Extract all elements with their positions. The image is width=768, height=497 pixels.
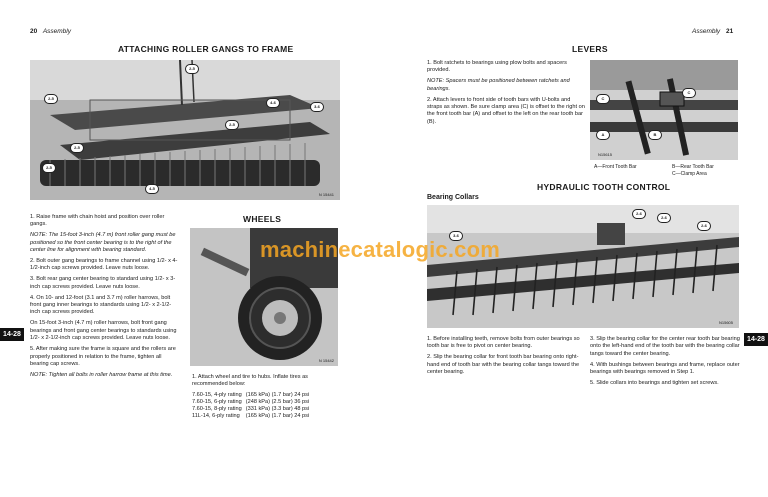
hydraulic-tooth-control-title: HYDRAULIC TOOTH CONTROL [537, 182, 671, 192]
tire-size: 11L-14, 6-ply rating [192, 413, 240, 420]
callout-label: 2-5 [44, 94, 58, 104]
tire-size: 7.60-15, 6-ply rating [192, 399, 242, 406]
lever-caption-a: A—Front Tooth Bar [594, 164, 637, 170]
callout-label: 2-5 [42, 163, 56, 173]
section-tab-right: 14-28 [744, 333, 768, 346]
step-text: 2. Attach levers to front side of tooth bars with U-bolts and straps as shown. Be sure clamp area (C) is offset to the right on the front tooth bar (A) and offset to the left on the rear tooth bar (B). [427, 96, 585, 125]
note-text: NOTE: Tighten all bolts in roller harrow frame at this time. [30, 371, 173, 378]
tire-pressure: (165 kPa) (1.7 bar) 24 psi [245, 413, 310, 420]
wheel-instruction: 1. Attach wheel and tire to hubs. Inflate tires as recommended below: [192, 374, 308, 388]
left-page-number: 20 [30, 28, 38, 35]
table-row [192, 399, 313, 406]
step-text: 5. Slide collars into bearings and tighten set screws. [590, 380, 719, 387]
callout-label: 3-6 [449, 231, 463, 241]
table-row [192, 413, 313, 420]
figure-code: N 15442 [318, 358, 334, 363]
roller-gang-photo [30, 60, 340, 200]
callout-label: 2-5 [225, 120, 239, 130]
left-page-section: Assembly [42, 28, 71, 35]
wheels-instructions [192, 374, 342, 420]
step-text: 1. Raise frame with chain hoist and position over roller gangs. [30, 214, 165, 228]
step-text: 4. With bushings between bearings and frame, replace outer bearings with bearings removed in Step 1. [590, 361, 740, 376]
bearing-collars-instructions-right [590, 336, 740, 391]
note-text: NOTE: The 15-foot 3-inch (4.7 m) front roller gang must be positioned so the front center bearing is to the right of the center line for alignment with bearing standard. [30, 232, 176, 254]
tire-pressure: (331 kPa) (3.3 bar) 48 psi [245, 406, 310, 413]
levers-title: LEVERS [572, 44, 608, 54]
right-page-section: Assembly [692, 28, 721, 35]
right-page-number: 21 [726, 28, 734, 35]
step-text: 4. On 10- and 12-foot (3.1 and 3.7 m) roller harrows, bolt front gang inner bearings to standards using 1/2- x 2-1/2-inch cap screws provided. [30, 294, 172, 316]
table-row [192, 406, 313, 413]
callout-label: C [682, 88, 696, 98]
callout-label: 2-6 [632, 209, 646, 219]
callout-label: 2-6 [657, 213, 671, 223]
step-text: On 15-foot 3-inch (4.7 m) roller harrows, bolt front gang bearings and front gang center bearings to standards using 1/2- x 2-1/2-inch cap screws provided. Leave nuts loose. [30, 320, 177, 342]
step-text: 1. Before installing teeth, remove bolts from outer bearings so tooth bar is free to pivot on center bearing. [427, 336, 580, 350]
step-text: 2. Slip the bearing collar for front tooth bar bearing onto right-hand end of tooth bar with the bearing collar tangs toward the center bearing. [427, 354, 580, 376]
wheels-title: WHEELS [243, 214, 282, 224]
callout-label: B [648, 130, 662, 140]
roller-gang-instructions [30, 214, 180, 383]
step-text: 2. Bolt outer gang bearings to frame channel using 1/2- x 4-1/2-inch cap screws provided. Leave nuts loose. [30, 258, 178, 272]
tire-pressure-table [192, 392, 313, 420]
callout-label: 4-6 [266, 98, 280, 108]
left-page-header [30, 28, 71, 35]
step-text: 5. After making sure the frame is square and the rollers are properly positioned in relation to the frame, tighten all bearing cap screws. [30, 346, 176, 367]
bearing-collars-photo [427, 205, 739, 328]
tire-pressure: (165 kPa) (1.7 bar) 24 psi [245, 392, 310, 399]
section-tab-left: 14-28 [0, 328, 24, 341]
tire-size: 7.60-15, 4-ply rating [192, 392, 242, 399]
step-text: 1. Bolt ratchets to bearings using plow bolts and spacers provided. [427, 60, 567, 74]
note-text: NOTE: Spacers must be positioned between ratchets and bearings. [427, 78, 570, 92]
right-page-header [692, 28, 733, 35]
bearing-collars-instructions-left [427, 336, 582, 380]
roller-gangs-title: ATTACHING ROLLER GANGS TO FRAME [118, 44, 294, 54]
levers-instructions [427, 60, 587, 130]
roller-gang-drawing [30, 60, 340, 200]
levers-photo [590, 60, 738, 160]
figure-code: N15605 [718, 320, 733, 325]
step-text: 3. Slip the bearing collar for the center rear tooth bar bearing onto the left-hand end of the tooth bar with the bearing collar tangs toward the center bearing. [590, 336, 740, 357]
bearing-collars-drawing [427, 205, 739, 328]
callout-label: 2-5 [70, 143, 84, 153]
callout-label: A [596, 130, 610, 140]
levers-drawing [590, 60, 738, 160]
lever-caption-c: C—Clamp Area [672, 171, 707, 177]
tire-pressure: (248 kPa) (2.5 bar) 36 psi [245, 399, 310, 406]
callout-label: 2-6 [697, 221, 711, 231]
table-row [192, 392, 313, 399]
callout-label: 2-5 [185, 64, 199, 74]
figure-code: N15615 [598, 152, 613, 157]
figure-code: N 15441 [318, 192, 334, 197]
callout-label: 3-6 [310, 102, 324, 112]
lever-caption-b: B—Rear Tooth Bar [672, 164, 714, 170]
watermark: machinecatalogic.com [260, 237, 500, 262]
callout-label: C [596, 94, 610, 104]
step-text: 3. Bolt rear gang center bearing to standard using 1/2- x 3-inch cap screws provided. Leave nuts loose. [30, 276, 176, 290]
bearing-collars-subtitle: Bearing Collars [427, 194, 479, 201]
callout-label: 4-5 [145, 184, 159, 194]
tire-size: 7.60-15, 8-ply rating [192, 406, 242, 413]
